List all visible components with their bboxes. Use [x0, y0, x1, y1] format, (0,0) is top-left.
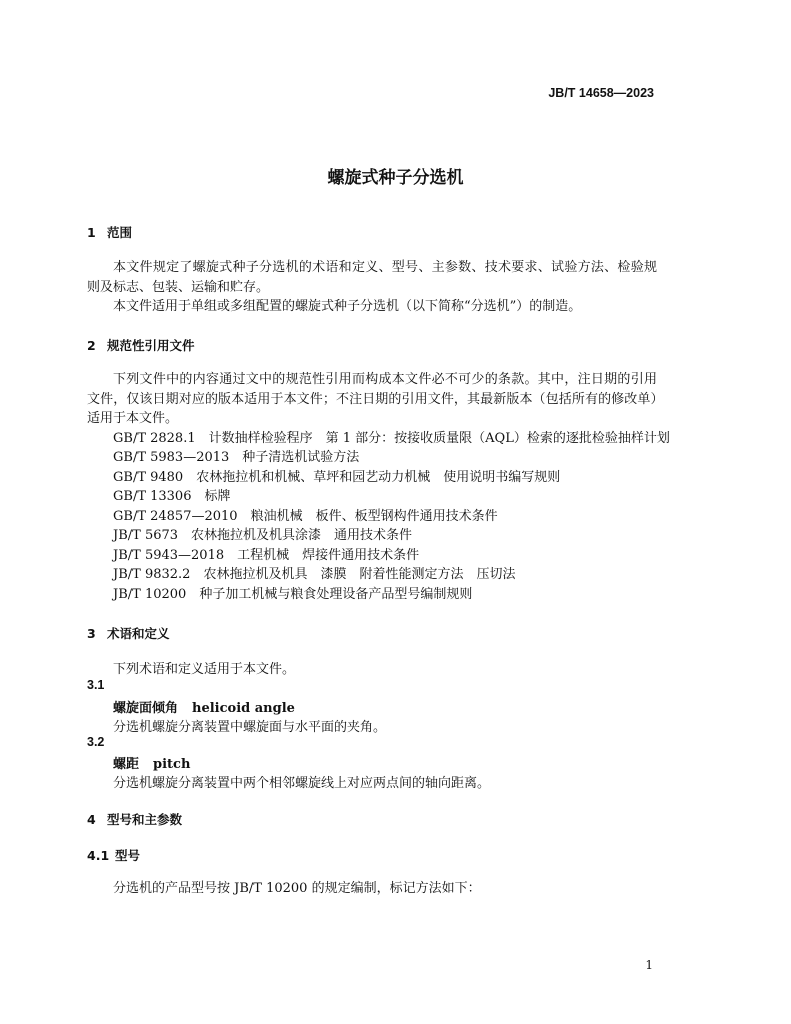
term-number: 3.2 — [87, 735, 105, 749]
section-2-heading: 2 规范性引用文件 — [87, 338, 195, 353]
document-title: 螺旋式种子分选机 — [327, 168, 464, 188]
reference-item: JB/T 9832.2 农林拖拉机及机具 漆膜 附着性能测定方法 压切法 — [113, 567, 516, 582]
subsection-4-1-text: 分选机的产品型号按 JB/T 10200 的规定编制，标记方法如下： — [113, 881, 481, 896]
subsection-4-1-heading: 4.1 型号 — [87, 848, 141, 863]
reference-item: GB/T 2828.1 计数抽样检验程序 第 1 部分：按接收质量限（AQL）检索的逐批检验抽样计划 — [113, 431, 670, 446]
section-2-intro: 下列文件中的内容通过文中的规范性引用而构成本文件必不可少的条款。其中，注日期的引用文件，仅该日期对应的版本适用于本文件；不注日期的引用文件，其最新版本（包括所有的修改单）适用于本文件。 — [87, 372, 657, 426]
reference-item: GB/T 5983—2013 种子清选机试验方法 — [113, 450, 360, 465]
reference-item: GB/T 13306 标牌 — [113, 489, 231, 504]
page-number: 1 — [645, 958, 653, 972]
section-1-paragraph-2: 本文件适用于单组或多组配置的螺旋式种子分选机（以下简称“分选机”）的制造。 — [113, 299, 582, 314]
section-4-heading: 4 型号和主参数 — [87, 812, 183, 827]
section-1-paragraph-1: 本文件规定了螺旋式种子分选机的术语和定义、型号、主参数、技术要求、试验方法、检验规则及标志、包装、运输和贮存。 — [87, 260, 657, 295]
reference-item: GB/T 9480 农林拖拉机和机械、草坪和园艺动力机械 使用说明书编写规则 — [113, 470, 561, 485]
reference-item: GB/T 24857—2010 粮油机械 板件、板型钢构件通用技术条件 — [113, 509, 498, 524]
reference-item: JB/T 5673 农林拖拉机及机具涂漆 通用技术条件 — [113, 528, 413, 543]
section-3-intro: 下列术语和定义适用于本文件。 — [113, 662, 296, 677]
term-heading: 螺旋面倾角 helicoid angle — [113, 701, 295, 716]
term-heading: 螺距 pitch — [113, 757, 191, 772]
term-definition: 分选机螺旋分离装置中两个相邻螺旋线上对应两点间的轴向距离。 — [113, 776, 491, 791]
reference-item: JB/T 10200 种子加工机械与粮食处理设备产品型号编制规则 — [113, 587, 473, 602]
term-number: 3.1 — [87, 678, 105, 692]
section-3-heading: 3 术语和定义 — [87, 626, 170, 641]
reference-item: JB/T 5943—2018 工程机械 焊接件通用技术条件 — [113, 548, 420, 563]
standard-code: JB/T 14658—2023 — [548, 86, 654, 100]
section-1-heading: 1 范围 — [87, 225, 133, 240]
term-definition: 分选机螺旋分离装置中螺旋面与水平面的夹角。 — [113, 720, 387, 735]
